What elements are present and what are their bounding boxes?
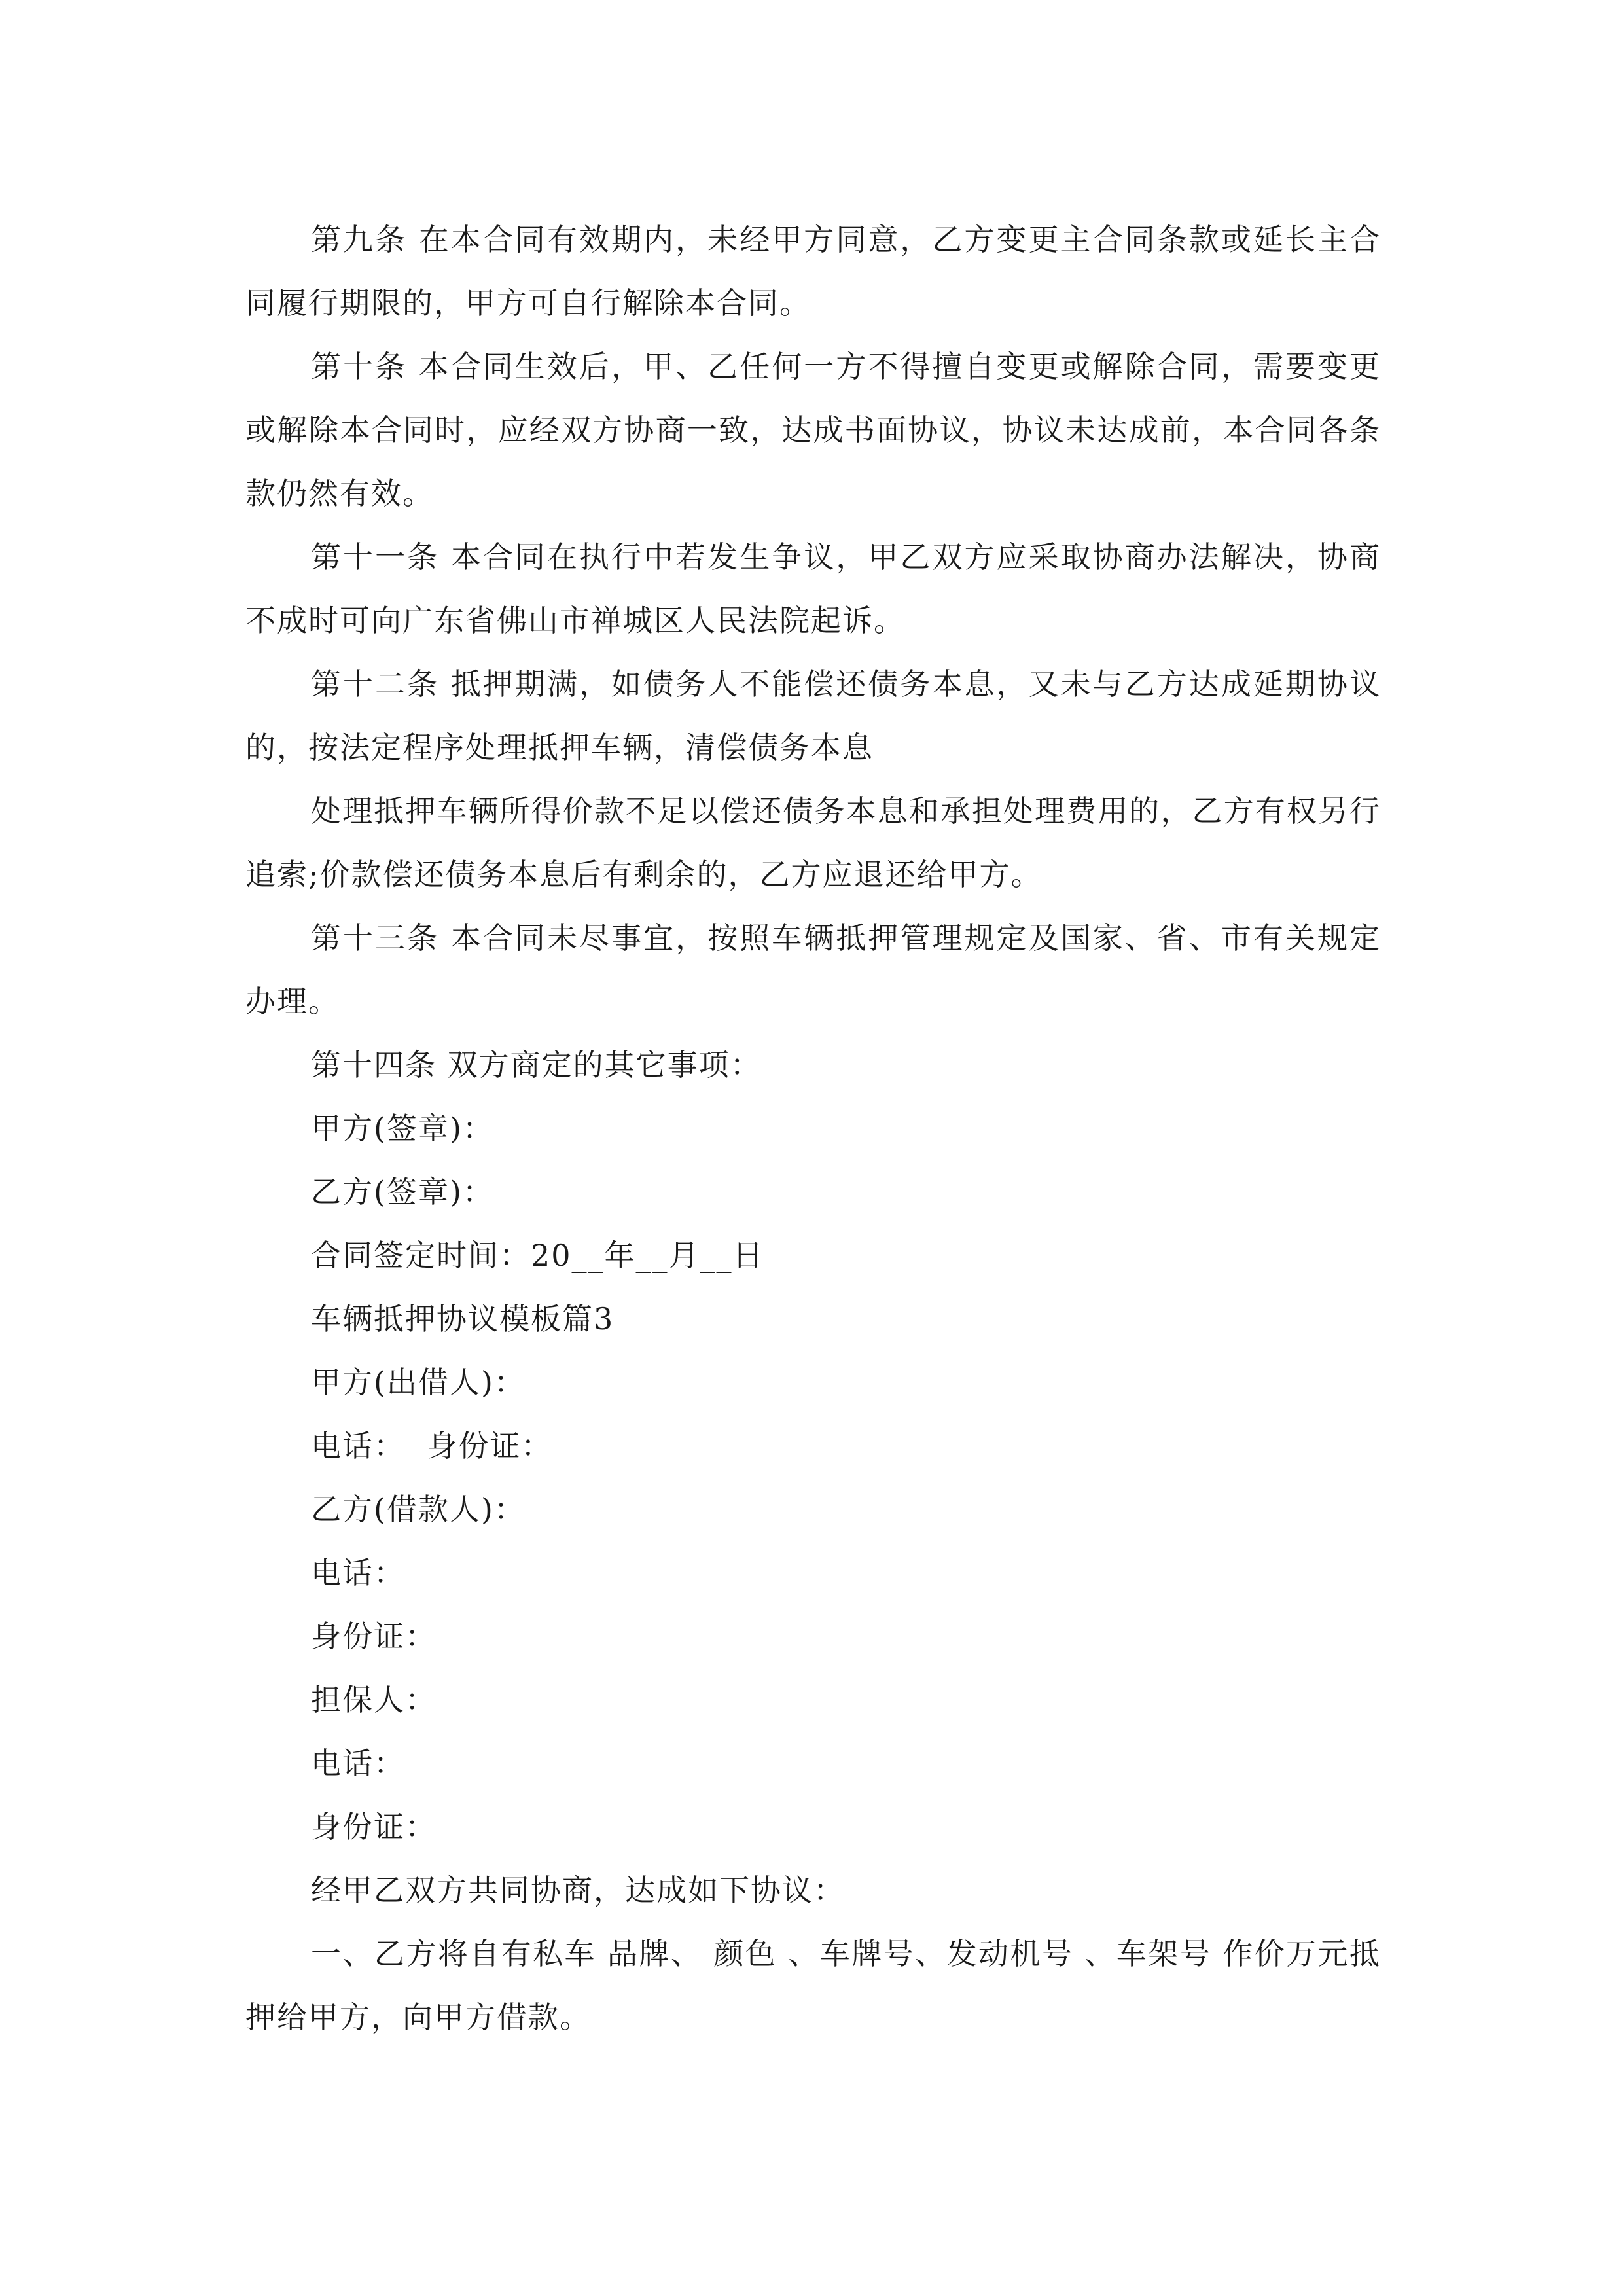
clause-12: 第十二条 抵押期满，如债务人不能偿还债务本息，又未与乙方达成延期协议的，按法定程序处理抵押车辆，清偿债务本息 — [245, 666, 1381, 765]
clause-10: 第十条 本合同生效后，甲、乙任何一方不得擅自变更或解除合同，需要变更或解除本合同时，应经双方协商一致，达成书面协议，协议未达成前，本合同各条款仍然有效。 — [245, 349, 1381, 511]
agreement-intro-line: 经甲乙双方共同协商，达成如下协议： — [311, 1873, 845, 1908]
clause-13: 第十三条 本合同未尽事宜，按照车辆抵押管理规定及国家、省、市有关规定办理。 — [245, 920, 1381, 1019]
guarantor-id-line: 身份证： — [311, 1809, 437, 1844]
signing-date-line: 合同签定时间：20__年__月__日 — [311, 1238, 764, 1273]
guarantor-line: 担保人： — [311, 1682, 437, 1717]
guarantor-phone-line: 电话： — [311, 1746, 405, 1781]
clause-14: 第十四条 双方商定的其它事项： — [311, 1047, 762, 1083]
borrower-id-line: 身份证： — [311, 1619, 437, 1654]
document-body — [245, 208, 1381, 2049]
party-a-signature-line: 甲方(签章)： — [311, 1111, 494, 1146]
clause-12-continued: 处理抵押车辆所得价款不足以偿还债务本息和承担处理费用的，乙方有权另行追索;价款偿还债务本息后有剩余的，乙方应退还给甲方。 — [245, 793, 1381, 892]
clause-9: 第九条 在本合同有效期内，未经甲方同意，乙方变更主合同条款或延长主合同履行期限的，甲方可自行解除本合同。 — [245, 222, 1381, 321]
borrower-line: 乙方(借款人)： — [311, 1492, 526, 1527]
borrower-phone-line: 电话： — [311, 1555, 405, 1590]
lender-line: 甲方(出借人)： — [311, 1365, 526, 1400]
section-title: 车辆抵押协议模板篇3 — [311, 1301, 615, 1336]
clause-1: 一、乙方将自有私车 品牌、 颜色 、车牌号、发动机号 、车架号 作价万元抵押给甲方，向甲方借款。 — [245, 1936, 1381, 2035]
clause-11: 第十一条 本合同在执行中若发生争议，甲乙双方应采取协商办法解决，协商不成时可向广东省佛山市禅城区人民法院起诉。 — [245, 539, 1381, 638]
lender-phone-id-line: 电话： 身份证： — [311, 1428, 553, 1463]
party-b-signature-line: 乙方(签章)： — [311, 1174, 494, 1210]
